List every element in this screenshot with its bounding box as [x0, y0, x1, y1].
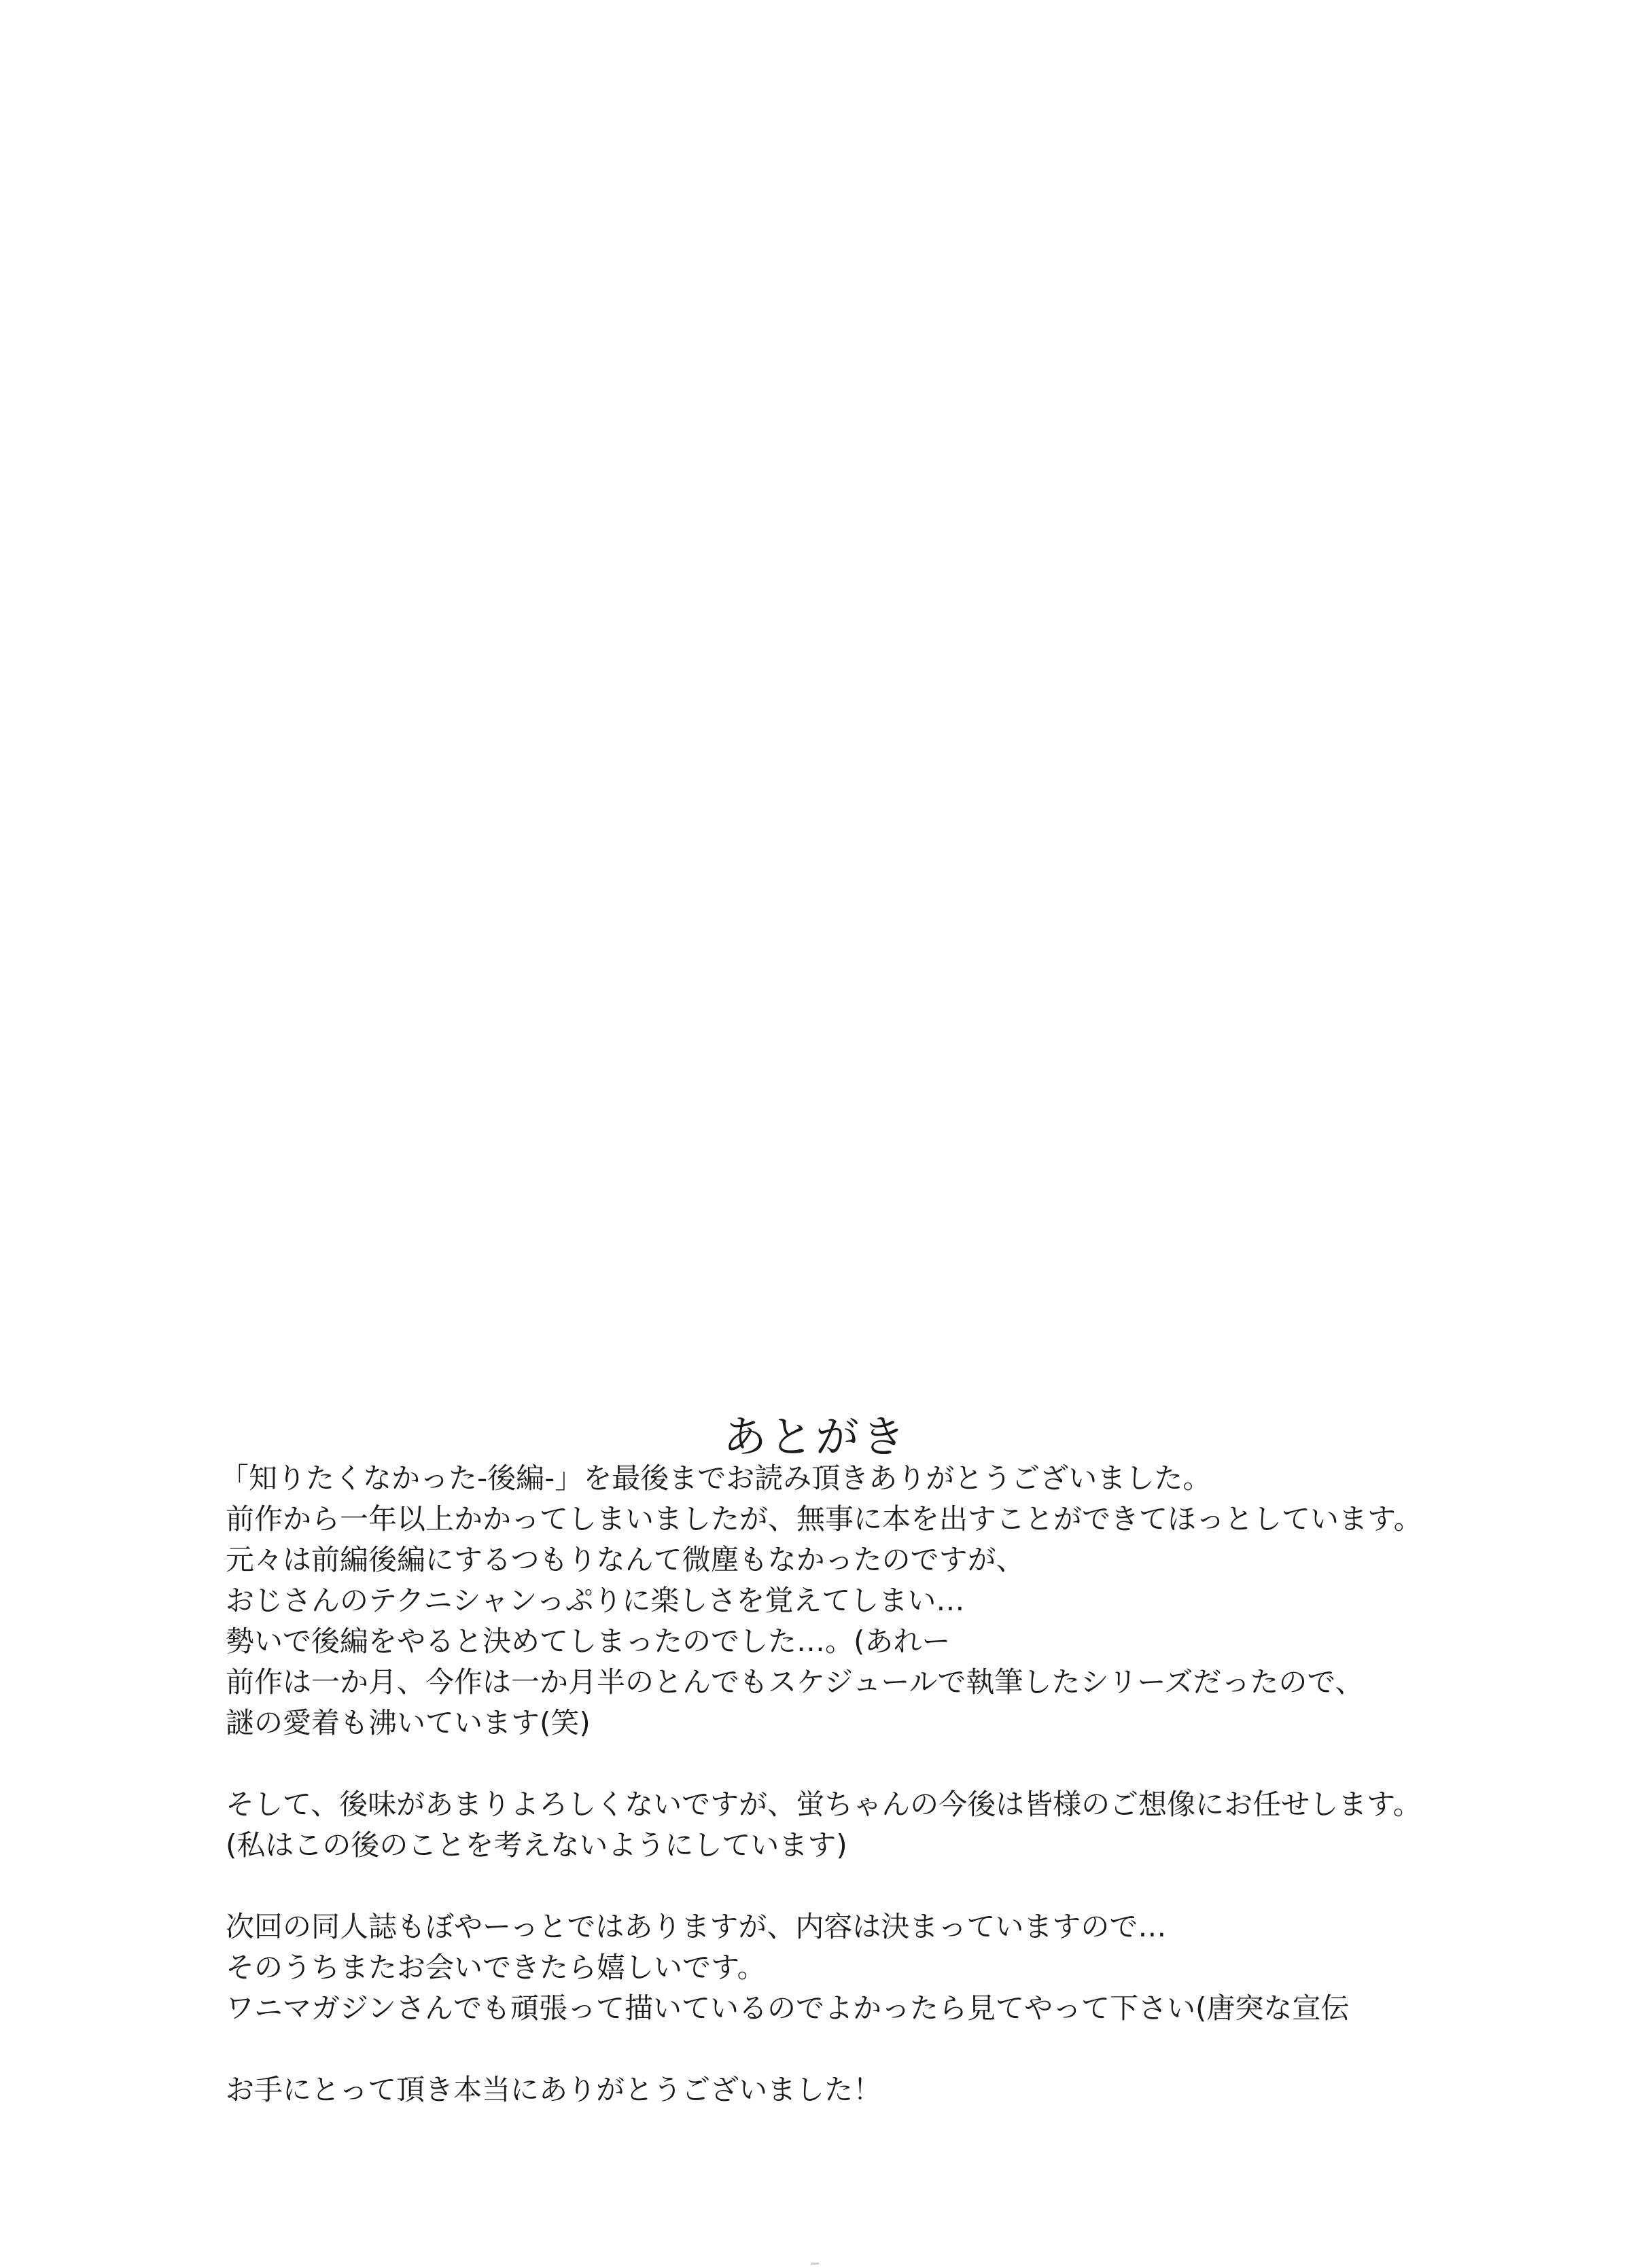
paragraph-gap: [226, 1866, 1490, 1907]
page-edge-mark: [811, 2263, 819, 2265]
afterword-body: [220, 1458, 1490, 2110]
afterword-line: 元々は前編後編にするつもりなんて微塵もなかったのですが、: [226, 1543, 1025, 1576]
paragraph-gap: [226, 2029, 1490, 2070]
afterword-line: おじさんのテクニシャンっぷりに楽しさを覚えてしまい…: [226, 1584, 965, 1617]
afterword-line: そして、後味があまりよろしくないですが、蛍ちゃんの今後は皆様のご想像にお任せします。: [226, 1788, 1422, 1821]
paragraph-gap: [226, 1743, 1490, 1784]
afterword-line: 次回の同人誌もぼやーっとではありますが、内容は決まっていますので…: [226, 1910, 1167, 1943]
afterword-line: 勢いで後編をやると決めてしまったのでした…。(あれー: [226, 1625, 951, 1658]
afterword-line: 謎の愛着も沸いています(笑): [226, 1706, 591, 1739]
afterword-line: 前作から一年以上かかってしまいましたが、無事に本を出すことができてほっとしています。: [226, 1502, 1422, 1536]
afterword-line: ワニマガジンさんでも頑張って描いているのでよかったら見てやって下さい(唐突な宣伝: [226, 1991, 1350, 2025]
afterword-line: 前作は一か月、今作は一か月半のとんでもスケジュールで執筆したシリーズだったので、: [226, 1665, 1364, 1699]
afterword-line: そのうちまたお会いできたら嬉しいです。: [226, 1951, 766, 1984]
afterword-line: 「知りたくなかった-後編-」を最後までお読み頂きありがとうございました。: [220, 1461, 1212, 1495]
afterword-line: お手にとって頂き本当にありがとうございました！: [226, 2073, 882, 2106]
afterword-line: (私はこの後のことを考えないようにしています): [226, 1828, 847, 1862]
afterword-title: あとがき: [723, 1412, 908, 1463]
